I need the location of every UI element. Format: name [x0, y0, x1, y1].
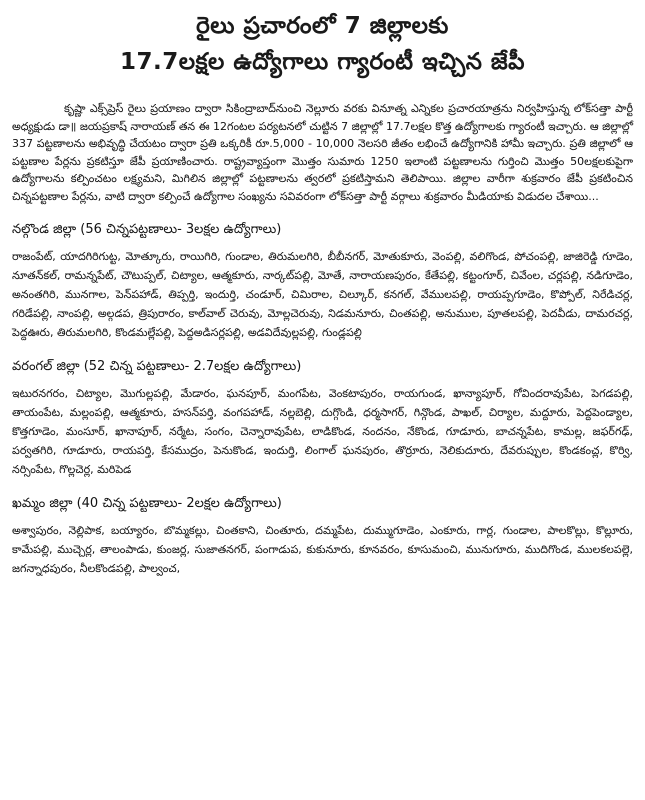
section-heading: నల్గొండ జిల్లా (56 చిన్నపట్టణాలు- 3లక్షల ఉద్యోగాలు)	[12, 222, 282, 237]
section-heading: ఖమ్మం జిల్లా (40 చిన్న పట్టణాలు- 2లక్షల ఉద్యోగాలు)	[12, 496, 282, 511]
section-heading: వరంగల్ జిల్లా (52 చిన్న పట్టణాలు- 2.7లక్షల ఉద్యోగాలు)	[12, 359, 302, 374]
headline-line-1: రైలు ప్రచారంలో 7 జిల్లాలకు	[196, 13, 449, 39]
district-section-nalgonda	[12, 221, 633, 342]
town-list: అశ్వాపురం, నెల్లిపాక, బయ్యారం, బొమ్మకల్లు, చింతకాని, చింతూరు, దమ్మపేట, దుమ్ముగూడెం, ఎంకూరు, గార్ల, గుండాల, పాలకొల్లు, కొల్లూరు, కామేపల్లి, ముచ్చెర్ల, తాలంపాడు, కుంజర్ల, సుజాతనగర్, పంగాడుప, కుకునూరు, కూనవరం, కూసుమంచి, మునుగూరు, ముదిగొండ, ములకలపల్లె, జగన్నాధపురం, నీలకొండపల్లి, పాల్వంచ,	[12, 524, 633, 575]
headline-line-2: 17.7లక్షల ఉద్యోగాలు గ్యారంటీ ఇచ్చిన జేపీ	[119, 49, 526, 75]
district-section-khammam	[12, 495, 633, 578]
intro-paragraph: కృష్ణా ఎక్స్‌ప్రెస్ రైలు ప్రయాణం ద్వారా సికింద్రాబాద్‌నుంచి నెల్లూరు వరకు వినూత్న ఎన్నికల ప్రచారయాత్రను నిర్వహిస్తున్న లోక్‌సత్తా పార్టీ అధ్యక్షుడు డా॥ జయప్రకాష్ నారాయణ్ తన ఈ 12గంటల పర్యటనలో చుట్టిన 7 జిల్లాల్లో 17.7లక్షల కొత్త ఉద్యోగాలకు గ్యారంటీ ఇచ్చారు. ఆ జిల్లాల్లో 337 పట్టణాలను అభివృద్ధి చేయటం ద్వారా ప్రతి ఒక్కరికీ రూ.5,000 - 10,000 నెలసరి జీతం లభించే ఉద్యోగానికి హామీ ఇచ్చారు. ప్రతి జిల్లాలో ఆ పట్టణాల పేర్లను ప్రకటిస్తూ జేపీ ప్రయాణించారు. రాష్ట్రవ్యాప్తంగా మొత్తం సుమారు 1250 ఇలాంటి పట్టణాలను గుర్తించి మొత్తం 50లక్షలకుపైగా ఉద్యోగాలను కల్పించటం లక్ష్యమని, మిగిలిన జిల్లాల్లో పట్టణాలను త్వరలో ప్రకటిస్తామని తెలిపాయి. జిల్లాల వారీగా శుక్రవారం జేపీ ప్రకటించిన చిన్నపట్టణాల పేర్లను, వాటి ద్వారా కల్పించే ఉద్యోగాల సంఖ్యను సవివరంగా లోక్‌సత్తా పార్టీ వర్గాలు శుక్రవారం మీడియాకు విడుదల చేశాయి...	[12, 102, 634, 203]
town-list: రాజంపేట్, యాదగిరిగుట్ట, మోత్కూరు, రాయిగిరి, గుండాల, తిరుమలగిరి, బీబీనగర్, మోతుకూరు, వెంపల్లి, వలిగొండ, పోచంపల్లి, జాజిరెడ్డి గూడెం, నూతన్‌కల్, రామన్నపేట్, చౌటుప్పల్, చిట్యాల, ఆత్మకూరు, నార్కట్‌పల్లి, మోతే, నారాయణపురం, కేతేపల్లి, కట్టంగూర్, చివేంల, చర్లపల్లి, నడిగూడెం, అనంతగిరి, మునగాల, పెన్‌పహాడ్, తిప్పర్తి, ఇందుర్తి, చండూర్, చిమిరాల, చిల్కూర్, కనగల్, వేములపల్లి, రాయప్పగూడెం, కొప్పోల్, నిరేడిచర్ల, గరిడేపల్లి, నాంపల్లి, అల్గడప, త్రిపురారం, కాల్‌వాల్ చెరువు, మోల్లచెరువు, నిడమనూరు, చింతపల్లి, అనుముల, పూతలపల్లి, పెదవీడు, దామరచర్ల, పెద్దఊరు, తిరుమలగిరి, కొండమల్లేపల్లి, పెద్దఅడిసర్లపల్లి, అడవిదేవుల్లపల్లి, గుండ్లపల్లి	[12, 250, 633, 339]
headline	[12, 8, 633, 80]
town-list: ఇటురనగరం, చిట్యాల, మొగుల్లపల్లి, మేడారం, ఘనపూర్, మంగపేట, వెంకటాపురం, రాయగుండ, ఖాన్యాపూర్, గోవిందరావుపేట, పెగడపల్లి, తాయంపేట, మల్లంపల్లి, ఆత్మకూరు, హసన్‌పర్తి, వంగపహాడ్, నల్లబెల్లి, దుగ్గొండి, ధర్మసాగర్, గిన్గొండ, పాఖల్, చిర్యాల, మద్దూరు, పెద్దపెండ్యాల, కొత్తగూడెం, మంసూర్, ఖానాపూర్, నర్మేట, సంగం, చెన్నారావుపేట, లాడికొండ, నందనం, నేకొండ, గూడూరు, బాచన్నపేట, కామల్ల, జఫర్‌గఢ్, పర్వతగిరి, గూడూరు, రాయపర్తి, కేసముద్రం, పెనుకొండ, ఇందుర్తి, లింగాల్ ఘనపురం, తొర్రూరు, నెలికుదూరు, దేవరుప్పుల, కొండకంచ్ల, కొర్వి, నర్సింపేట, గొల్లచెర్ల, మరిపెడ	[12, 387, 633, 476]
district-section-warangal	[12, 358, 633, 479]
